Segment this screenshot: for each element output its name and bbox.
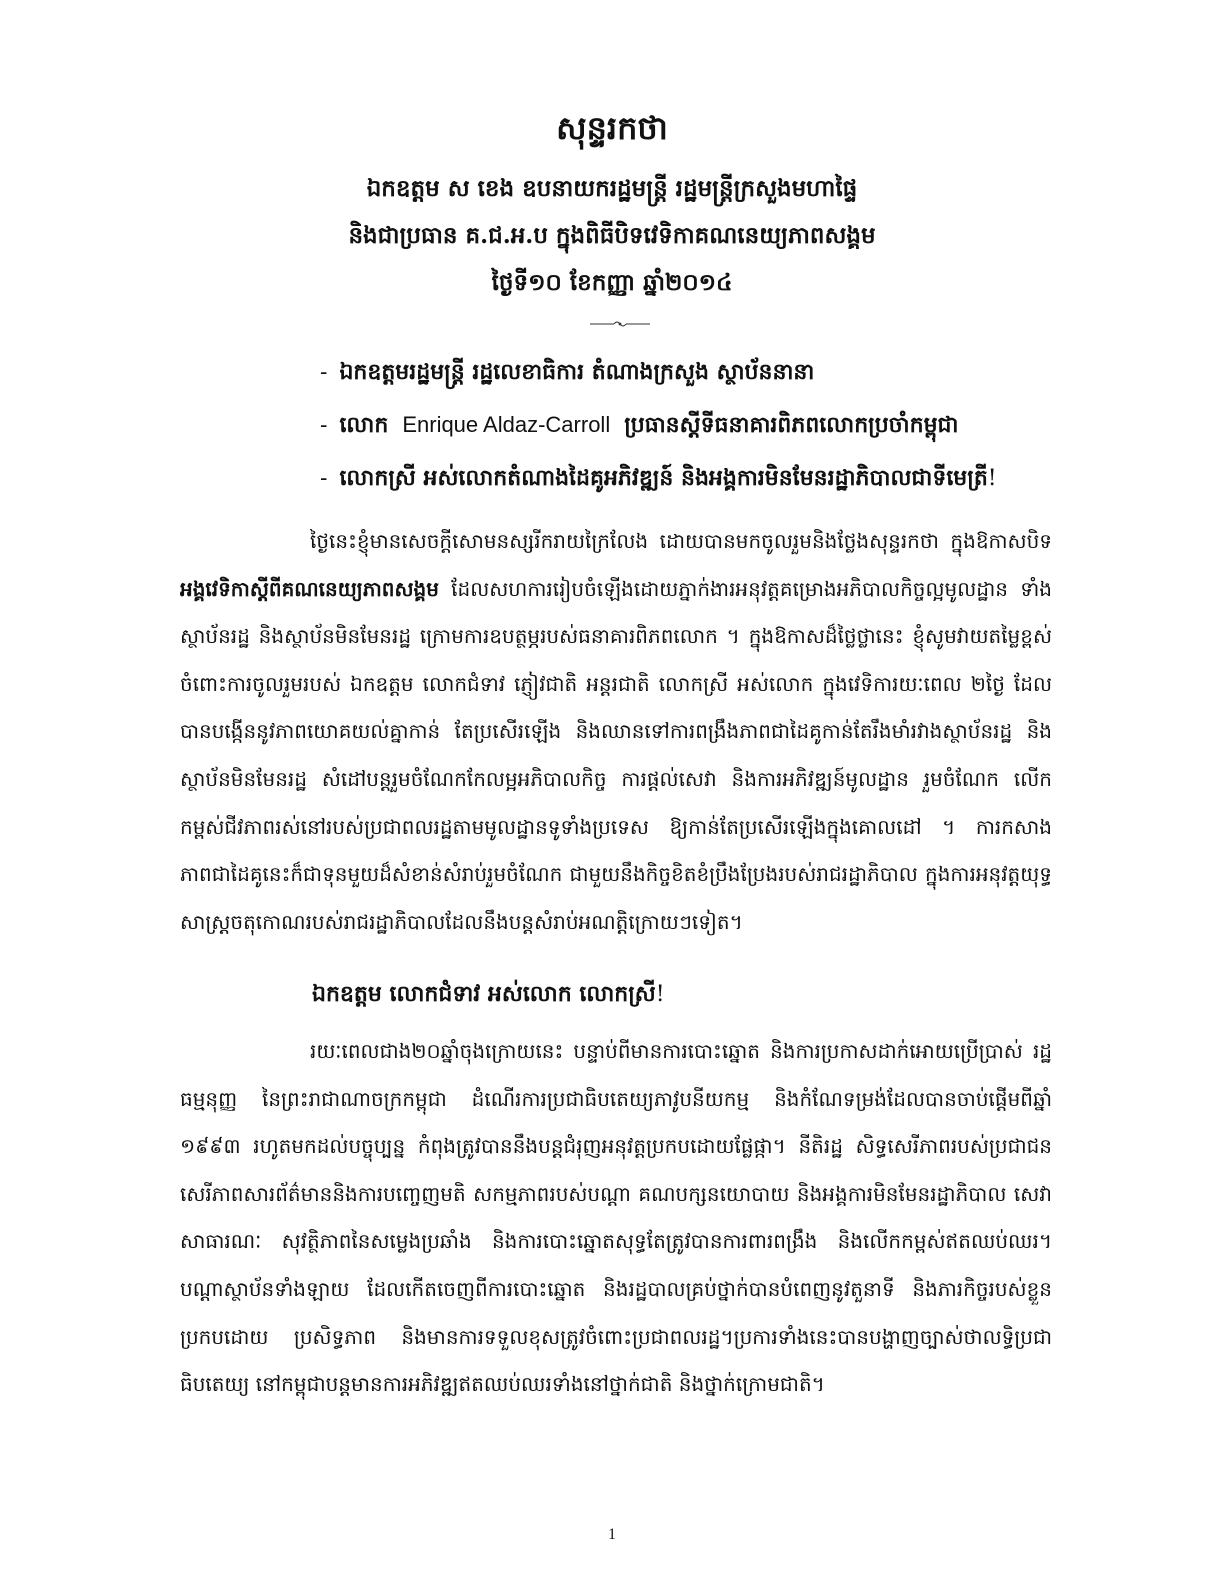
- greeting-text: ឯកឧត្តម លោកជំទាវ អស់លោក លោកស្រី: [312, 981, 656, 1007]
- salutation-text: លោកស្រី អស់លោកតំណាងដៃគូអភិវឌ្ឍន៍ និងអង្គការមិនមែនរដ្ឋាភិបាលជាទីមេត្រី: [339, 465, 988, 491]
- salutation-line: [320, 458, 1140, 499]
- document-title: សុន្ទរកថា: [556, 109, 668, 147]
- ornament-divider-icon: [588, 314, 652, 334]
- salutation-line: [320, 405, 1140, 446]
- body-paragraph-2: រយៈពេលជាង២០ឆ្នាំចុងក្រោយនេះ បន្ទាប់ពីមានការបោះឆ្នោត និងការប្រកាសដាក់អោយប្រើប្រាស់ រដ្ឋធម្មនុញ្ញ នៃព្រះរាជាណាចក្រកម្ពុជា ដំណើរការប្រជាធិបតេយ្យភាវូបនីយកម្ម និងកំណែទម្រង់ដែលបានចាប់ផ្តើមពីឆ្នាំ ១៩៩៣ រហូតមកដល់បច្ចុប្បន្ន កំពុងត្រូវបាននឹងបន្តជំរុញអនុវត្តប្រកបដោយផ្លែផ្កា។ នីតិរដ្ឋ សិទ្ធសេរីភាពរបស់ប្រជាជន សេរីភាពសារព័ត៌មាននិងការបញ្ចេញមតិ សកម្មភាពរបស់បណ្តា គណបក្សនយោបាយ និងអង្គការមិនមែនរដ្ឋាភិបាល សេវាសាធារណៈ សុវត្ថិភាពនៃសម្លេងប្រឆាំង និងការបោះឆ្នោតសុទ្ធតែត្រូវបានការពារពង្រឹង និងលើកកម្ពស់ឥតឈប់ឈរ។ បណ្តាស្ថាប័នទាំងឡាយ ដែលកើតចេញពីការបោះឆ្នោត និងរដ្ឋបាលគ្រប់ថ្នាក់បានបំពេញនូវតួនាទី និងភារកិច្ចរបស់ខ្លួន ប្រកបដោយ ប្រសិទ្ធភាព និងមានការទទួលខុសត្រូវចំពោះប្រជាពលរដ្ឋ។ប្រការទាំងនេះបានបង្ហាញច្បាស់ថាលទ្ធិប្រជាធិបតេយ្យ នៅកម្ពុជាបន្តមានការអភិវឌ្ឍឥតឈប់ឈរទាំងនៅថ្នាក់ជាតិ និងថ្នាក់ក្រោមជាតិ។: [180, 1039, 1052, 1397]
- salutation-text: ឯកឧត្តមរដ្ឋមន្ត្រី រដ្ឋលេខាធិការ តំណាងក្រសួង ស្ថាប័ននានា: [339, 359, 815, 385]
- page-number: 1: [608, 1526, 616, 1543]
- forum-name: អង្គវេទិកាស្តីពីគណនេយ្យភាពសង្គម: [180, 576, 439, 601]
- salutation-line: [320, 352, 1140, 393]
- subtitle-date: ថ្ងៃទី១០ ខែកញ្ញា ឆ្នាំ២០១៤: [491, 269, 733, 296]
- salutation-exclamation: !: [987, 466, 997, 491]
- salutation-name: Enrique Aldaz-Carroll: [402, 412, 611, 437]
- salutation-dash: -: [320, 360, 328, 385]
- salutation-dash: -: [320, 466, 328, 491]
- salutation-dash: -: [320, 413, 328, 438]
- paragraph-text: ដែលសហការរៀបចំឡើងដោយភ្នាក់ងារអនុវត្តគម្រោងអភិបាលកិច្ចល្អមូលដ្ឋាន ទាំងស្ថាប័នរដ្ឋ និងស្ថាប័នមិនមែនរដ្ឋ ក្រោមការឧបត្ថម្ភរបស់ធនាគារពិភពលោក ។ ក្នុងឱកាសដ៏ថ្លៃថ្លានេះ ខ្ញុំសូមវាយតម្លៃខ្ពស់ចំពោះការចូលរួមរបស់ ឯកឧត្តម លោកជំទាវ ភ្ញៀវជាតិ អន្តរជាតិ លោកស្រី អស់លោក ក្នុងវេទិការយៈពេល ២ថ្ងៃ ដែលបានបង្កើននូវភាពយោគយល់គ្នាកាន់ តែប្រសើរឡើង និងឈានទៅការពង្រឹងភាពជាដៃគូកាន់តែរឹងមាំរវាងស្ថាប័នរដ្ឋ និងស្ថាប័នមិនមែនរដ្ឋ សំដៅបន្តរួមចំណែកកែលម្អអភិបាលកិច្ច ការផ្តល់សេវា និងការអភិវឌ្ឍន៍មូលដ្ឋាន រួមចំណែក លើកកម្ពស់ជីវភាពរស់នៅរបស់ប្រជាពលរដ្ឋតាមមូលដ្ឋានទូទាំងប្រទេស ឱ្យកាន់តែប្រសើរឡើងក្នុងគោលដៅ ។ ការកសាងភាពជាដៃគូនេះក៏ជាទុនមួយដ៏សំខាន់សំរាប់រួមចំណែក ជាមួយនឹងកិច្ចខិតខំប្រឹងប្រែងរបស់រាជរដ្ឋាភិបាល ក្នុងការអនុវត្តយុទ្ធសាស្ត្រចតុកោណរបស់រាជរដ្ឋាភិបាលដែលនឹងបន្តសំរាប់អណត្តិក្រោយៗទៀត។: [180, 576, 1052, 934]
- greeting-exclamation: !: [655, 982, 665, 1007]
- salutation-title: ប្រធានស្តីទីធនាគារពិភពលោកប្រចាំកម្ពុជា: [624, 412, 959, 438]
- salutation-prefix: លោក: [339, 412, 389, 438]
- paragraph-text: ថ្ងៃនេះខ្ញុំមានសេចក្តីសោមនស្សរីករាយក្រៃលែង ដោយបានមកចូលរួមនិងថ្លែងសុន្ទរកថា ក្នុងឱកាសបិទ: [310, 529, 1052, 553]
- subtitle-speaker: ឯកឧត្តម ស ខេង ឧបនាយករដ្ឋមន្ត្រី រដ្ឋមន្ត្រីក្រសួងមហាផ្ទៃ: [366, 175, 858, 202]
- subtitle-occasion: និងជាប្រធាន គ.ជ.អ.ប ក្នុងពិធីបិទវេទិកាគណនេយ្យភាពសង្គម: [348, 222, 876, 249]
- greeting-line: [312, 972, 665, 1017]
- body-paragraph-1: [180, 518, 1052, 946]
